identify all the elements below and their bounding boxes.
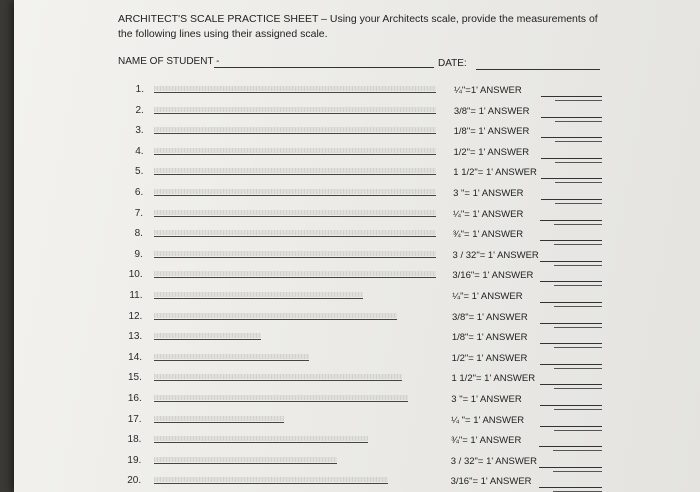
answer-field[interactable] <box>540 405 602 406</box>
scale-label: 3 / 32"= 1' ANSWER <box>452 249 539 261</box>
measure-line <box>154 463 337 464</box>
row-number: 8. <box>134 228 143 240</box>
answer-field[interactable] <box>541 158 602 159</box>
answer-field[interactable] <box>541 178 602 179</box>
answer-underline <box>553 471 602 472</box>
answer-underline <box>554 285 602 286</box>
row-number: 2. <box>135 104 144 116</box>
answer-underline <box>554 224 602 225</box>
scale-label: ¼"=1' ANSWER <box>454 85 522 96</box>
answer-field[interactable] <box>539 446 602 447</box>
scale-label: 3/16"= 1' ANSWER <box>450 476 532 488</box>
measure-line-shading <box>154 354 309 359</box>
measure-line-shading <box>154 210 436 215</box>
date-label: DATE: <box>438 58 467 69</box>
row-number: 10. <box>128 269 143 281</box>
scale-label: 1/8"= 1' ANSWER <box>451 332 528 344</box>
answer-underline <box>554 347 602 348</box>
date-field[interactable] <box>476 69 600 70</box>
measure-line <box>154 113 436 114</box>
scale-label: 3/8"= 1' ANSWER <box>452 311 528 323</box>
answer-field[interactable] <box>540 343 602 344</box>
measure-line <box>154 442 368 443</box>
sheet-title: ARCHITECT'S SCALE PRACTICE SHEET – Using your Architects scale, provide the measurements of the following lines using their assigned scale. <box>118 13 598 40</box>
scale-label: ¾"= 1' ANSWER <box>452 229 524 241</box>
answer-underline <box>555 203 602 204</box>
measure-line-shading <box>154 189 436 194</box>
answer-underline <box>554 244 602 245</box>
measure-line-shading <box>154 127 436 132</box>
scale-label: ¼"= 1' ANSWER <box>452 291 523 302</box>
scale-label: 1/2"= 1' ANSWER <box>451 352 528 364</box>
measure-line <box>154 133 436 134</box>
measure-line <box>154 195 436 196</box>
measure-line <box>154 216 436 217</box>
answer-field[interactable] <box>541 137 602 138</box>
measure-line <box>154 174 436 175</box>
scale-label: 1/8"= 1' ANSWER <box>453 126 530 138</box>
row-number: 14. <box>128 351 143 363</box>
measure-line-shading <box>154 333 261 338</box>
row-number: 12. <box>128 310 143 322</box>
answer-underline <box>555 121 602 122</box>
measure-line-shading <box>154 477 388 482</box>
measure-line <box>154 236 436 237</box>
measure-line-shading <box>154 168 436 173</box>
measure-line-shading <box>154 271 436 276</box>
scale-label: 1 1/2"= 1' ANSWER <box>453 167 537 179</box>
answer-field[interactable] <box>540 261 602 262</box>
measure-line <box>154 154 436 155</box>
scale-label: 3 "= 1' ANSWER <box>451 394 522 405</box>
answer-field[interactable] <box>541 117 602 118</box>
answer-field[interactable] <box>539 487 602 488</box>
row-number: 20. <box>127 475 142 487</box>
answer-underline <box>554 430 602 431</box>
row-number: 17. <box>127 413 142 425</box>
row-number: 1. <box>135 84 144 95</box>
answer-field[interactable] <box>540 281 602 282</box>
measure-line-shading <box>154 374 402 379</box>
answer-field[interactable] <box>540 384 602 385</box>
answer-underline <box>554 368 602 369</box>
row-number: 6. <box>134 187 144 198</box>
measure-line-shading <box>154 395 408 400</box>
measure-line <box>154 339 261 340</box>
scale-label: ¼ "= 1' ANSWER <box>451 414 525 426</box>
answer-underline <box>555 162 602 163</box>
row-number: 11. <box>129 290 143 301</box>
student-name-field[interactable] <box>214 67 434 68</box>
measure-line-shading <box>154 86 436 91</box>
measure-line <box>154 257 436 258</box>
answer-field[interactable] <box>540 323 602 324</box>
row-number: 13. <box>128 331 143 343</box>
measure-line-shading <box>154 436 368 441</box>
answer-field[interactable] <box>541 199 602 200</box>
row-number: 7. <box>134 207 144 219</box>
scale-label: 3 "= 1' ANSWER <box>453 188 524 199</box>
measure-line-shading <box>154 457 337 462</box>
row-number: 15. <box>127 372 142 384</box>
row-number: 5. <box>135 166 144 178</box>
answer-underline <box>554 388 602 389</box>
scale-label: 1/2"= 1' ANSWER <box>453 146 530 158</box>
row-number: 16. <box>127 393 142 404</box>
measure-line-shading <box>154 416 284 421</box>
measure-line <box>154 422 284 423</box>
answer-underline <box>554 327 602 328</box>
answer-field[interactable] <box>540 364 602 365</box>
row-number: 9. <box>134 248 143 260</box>
answer-underline <box>555 182 602 183</box>
answer-field[interactable] <box>540 426 602 427</box>
row-number: 3. <box>135 125 144 137</box>
answer-field[interactable] <box>539 467 602 468</box>
answer-underline <box>555 100 602 101</box>
student-name-label: NAME OF STUDENT - <box>118 56 220 67</box>
scale-label: 3/16"= 1' ANSWER <box>452 270 534 282</box>
measure-line-shading <box>154 292 363 297</box>
measure-line-shading <box>154 148 436 153</box>
answer-underline <box>554 306 602 307</box>
measure-line-shading <box>154 230 436 235</box>
measure-line-shading <box>154 107 436 112</box>
row-number: 18. <box>127 434 142 446</box>
measure-line <box>154 360 309 361</box>
answer-field[interactable] <box>540 240 602 241</box>
measure-line <box>154 483 388 484</box>
measure-line <box>154 298 363 299</box>
measure-line <box>154 277 436 278</box>
measure-line-shading <box>154 251 436 256</box>
scale-label: ¼"= 1' ANSWER <box>452 208 524 220</box>
answer-underline <box>555 141 602 142</box>
practice-sheet <box>14 0 700 492</box>
answer-underline <box>554 409 602 410</box>
answer-underline <box>554 265 602 266</box>
scale-label: 3/8"= 1' ANSWER <box>453 105 530 117</box>
scale-label: ¾"= 1' ANSWER <box>450 435 522 447</box>
answer-field[interactable] <box>540 302 602 303</box>
scale-label: 1 1/2"= 1' ANSWER <box>451 373 536 385</box>
row-number: 19. <box>127 454 142 466</box>
measure-line <box>154 319 397 320</box>
measure-line-shading <box>154 313 397 318</box>
row-number: 4. <box>135 145 144 157</box>
measure-line <box>154 380 402 381</box>
measure-line <box>154 92 436 93</box>
answer-field[interactable] <box>540 220 602 221</box>
scale-label: 3 / 32"= 1' ANSWER <box>450 455 537 467</box>
answer-underline <box>553 450 602 451</box>
answer-field[interactable] <box>541 96 602 97</box>
measure-line <box>154 401 408 402</box>
